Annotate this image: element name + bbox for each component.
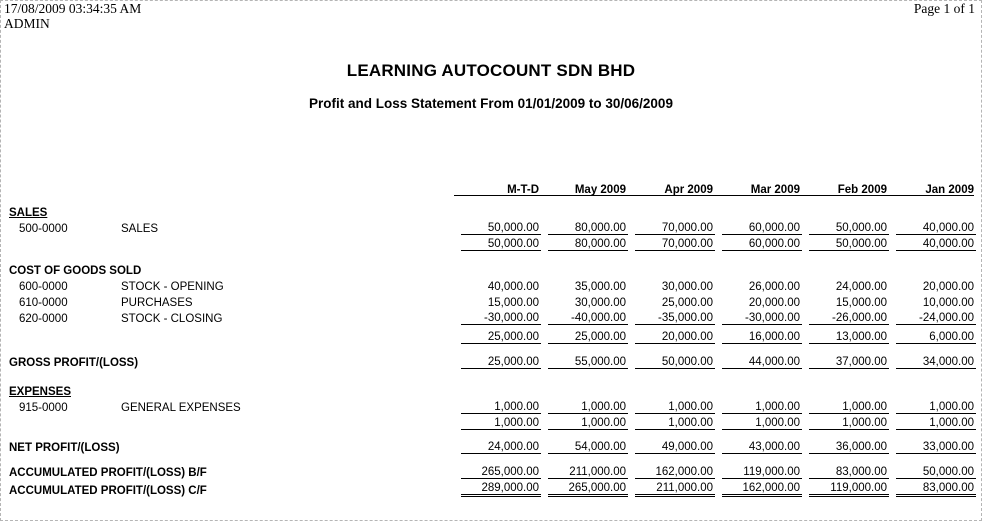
amount-cell: 50,000.00 bbox=[635, 356, 715, 369]
amount-cell: 1,000.00 bbox=[896, 401, 976, 414]
amount-cell: 34,000.00 bbox=[896, 356, 976, 369]
amount-cell: 15,000.00 bbox=[835, 297, 887, 309]
amount-cell: 50,000.00 bbox=[461, 222, 541, 235]
amount-cell: 16,000.00 bbox=[722, 331, 802, 344]
amount-cell: 1,000.00 bbox=[722, 401, 802, 414]
report-body bbox=[9, 203, 981, 497]
amount-cell: 44,000.00 bbox=[722, 356, 802, 369]
spacer bbox=[9, 369, 981, 382]
account-description: SALES bbox=[121, 223, 159, 235]
amount-cell: 40,000.00 bbox=[896, 222, 976, 235]
amount-cell: 1,000.00 bbox=[461, 417, 541, 430]
column-header: May 2009 bbox=[574, 184, 626, 196]
amount-cell: 20,000.00 bbox=[922, 281, 974, 293]
summary-row bbox=[9, 463, 981, 479]
amount-cell: 43,000.00 bbox=[722, 441, 802, 454]
amount-cell: 83,000.00 bbox=[809, 466, 889, 479]
section-label: EXPENSES bbox=[9, 386, 71, 398]
amount-cell: 70,000.00 bbox=[635, 222, 715, 235]
row-label: ACCUMULATED PROFIT/(LOSS) B/F bbox=[9, 467, 207, 479]
amount-cell: 10,000.00 bbox=[922, 297, 974, 309]
amount-cell: -24,000.00 bbox=[896, 312, 976, 325]
account-row bbox=[9, 277, 981, 293]
amount-cell: 162,000.00 bbox=[635, 466, 715, 479]
page-indicator: Page 1 of 1 bbox=[913, 1, 975, 16]
amount-cell: 30,000.00 bbox=[661, 281, 713, 293]
amount-cell: 13,000.00 bbox=[809, 331, 889, 344]
spacer bbox=[9, 430, 981, 438]
amount-cell: 20,000.00 bbox=[635, 331, 715, 344]
amount-cell: 265,000.00 bbox=[461, 466, 541, 479]
total-row bbox=[9, 235, 981, 251]
report-title: Profit and Loss Statement From 01/01/2009 to 30/06/2009 bbox=[309, 96, 673, 111]
amount-cell: 30,000.00 bbox=[574, 297, 626, 309]
amount-cell: 265,000.00 bbox=[548, 482, 628, 497]
column-header: Jan 2009 bbox=[925, 184, 974, 196]
amount-cell: 20,000.00 bbox=[748, 297, 800, 309]
amount-cell: 37,000.00 bbox=[809, 356, 889, 369]
amount-cell: 50,000.00 bbox=[896, 466, 976, 479]
account-code: 600-0000 bbox=[19, 281, 68, 293]
account-row bbox=[9, 219, 981, 235]
amount-cell: 1,000.00 bbox=[809, 417, 889, 430]
profit-loss-table bbox=[1, 174, 981, 497]
column-header: Apr 2009 bbox=[664, 184, 713, 196]
header-rule bbox=[454, 195, 974, 196]
amount-cell: 50,000.00 bbox=[461, 238, 541, 251]
amount-cell: 80,000.00 bbox=[548, 222, 628, 235]
amount-cell: -30,000.00 bbox=[722, 312, 802, 325]
summary-row bbox=[9, 353, 981, 369]
account-code: 915-0000 bbox=[19, 402, 68, 414]
column-header-row bbox=[9, 174, 981, 196]
amount-cell: 1,000.00 bbox=[722, 417, 802, 430]
amount-cell: 15,000.00 bbox=[487, 297, 539, 309]
column-header: Mar 2009 bbox=[750, 184, 800, 196]
amount-cell: 1,000.00 bbox=[635, 417, 715, 430]
amount-cell: 50,000.00 bbox=[809, 222, 889, 235]
amount-cell: 33,000.00 bbox=[896, 441, 976, 454]
summary-row bbox=[9, 479, 981, 497]
amount-cell: 83,000.00 bbox=[896, 482, 976, 497]
account-description: PURCHASES bbox=[121, 297, 193, 309]
amount-cell: 80,000.00 bbox=[548, 238, 628, 251]
print-meta-left bbox=[4, 2, 141, 31]
spacer bbox=[9, 454, 981, 463]
amount-cell: 55,000.00 bbox=[548, 356, 628, 369]
amount-cell: 24,000.00 bbox=[835, 281, 887, 293]
summary-row bbox=[9, 438, 981, 454]
amount-cell: 162,000.00 bbox=[722, 482, 802, 497]
amount-cell: -30,000.00 bbox=[461, 312, 541, 325]
amount-cell: 50,000.00 bbox=[809, 238, 889, 251]
amount-cell: 1,000.00 bbox=[635, 401, 715, 414]
account-code: 610-0000 bbox=[19, 297, 68, 309]
amount-cell: 60,000.00 bbox=[722, 222, 802, 235]
account-row bbox=[9, 398, 981, 414]
row-label: NET PROFIT/(LOSS) bbox=[9, 442, 120, 454]
section-label: COST OF GOODS SOLD bbox=[9, 265, 142, 277]
row-label: ACCUMULATED PROFIT/(LOSS) C/F bbox=[9, 485, 207, 497]
amount-cell: 1,000.00 bbox=[548, 401, 628, 414]
amount-cell: 40,000.00 bbox=[896, 238, 976, 251]
account-row bbox=[9, 293, 981, 309]
amount-cell: 6,000.00 bbox=[896, 331, 976, 344]
account-code: 620-0000 bbox=[19, 313, 68, 325]
amount-cell: 211,000.00 bbox=[635, 482, 715, 497]
total-row bbox=[9, 414, 981, 430]
amount-cell: 1,000.00 bbox=[461, 401, 541, 414]
column-header: Feb 2009 bbox=[837, 184, 887, 196]
company-name: LEARNING AUTOCOUNT SDN BHD bbox=[346, 61, 636, 80]
amount-cell: 40,000.00 bbox=[487, 281, 539, 293]
amount-cell: 211,000.00 bbox=[548, 466, 628, 479]
amount-cell: 36,000.00 bbox=[809, 441, 889, 454]
amount-cell: 119,000.00 bbox=[809, 482, 889, 497]
spacer bbox=[9, 344, 981, 353]
section-label: SALES bbox=[9, 207, 48, 219]
amount-cell: -40,000.00 bbox=[548, 312, 628, 325]
spacer bbox=[9, 251, 981, 261]
section-row bbox=[9, 261, 981, 277]
row-label: GROSS PROFIT/(LOSS) bbox=[9, 357, 139, 369]
amount-cell: 49,000.00 bbox=[635, 441, 715, 454]
amount-cell: 289,000.00 bbox=[461, 482, 541, 497]
print-header bbox=[1, 1, 981, 31]
amount-cell: 1,000.00 bbox=[548, 417, 628, 430]
printed-by: ADMIN bbox=[4, 15, 50, 31]
amount-cell: 1,000.00 bbox=[809, 401, 889, 414]
amount-cell: 25,000.00 bbox=[661, 297, 713, 309]
amount-cell: 26,000.00 bbox=[748, 281, 800, 293]
amount-cell: -35,000.00 bbox=[635, 312, 715, 325]
amount-cell: 54,000.00 bbox=[548, 441, 628, 454]
amount-cell: -26,000.00 bbox=[809, 312, 889, 325]
account-description: STOCK - OPENING bbox=[121, 281, 224, 293]
account-description: STOCK - CLOSING bbox=[121, 313, 223, 325]
account-row bbox=[9, 309, 981, 325]
section-row bbox=[9, 382, 981, 398]
amount-cell: 25,000.00 bbox=[461, 331, 541, 344]
print-datetime: 17/08/2009 03:34:35 AM bbox=[4, 1, 142, 16]
amount-cell: 70,000.00 bbox=[635, 238, 715, 251]
amount-cell: 24,000.00 bbox=[461, 441, 541, 454]
account-description: GENERAL EXPENSES bbox=[121, 402, 241, 414]
amount-cell: 1,000.00 bbox=[896, 417, 976, 430]
column-header: M-T-D bbox=[507, 184, 539, 196]
account-code: 500-0000 bbox=[19, 223, 68, 235]
amount-cell: 25,000.00 bbox=[461, 356, 541, 369]
amount-cell: 119,000.00 bbox=[722, 466, 802, 479]
total-row bbox=[9, 328, 981, 344]
amount-cell: 25,000.00 bbox=[548, 331, 628, 344]
amount-cell: 60,000.00 bbox=[722, 238, 802, 251]
amount-cell: 35,000.00 bbox=[574, 281, 626, 293]
section-row bbox=[9, 203, 981, 219]
